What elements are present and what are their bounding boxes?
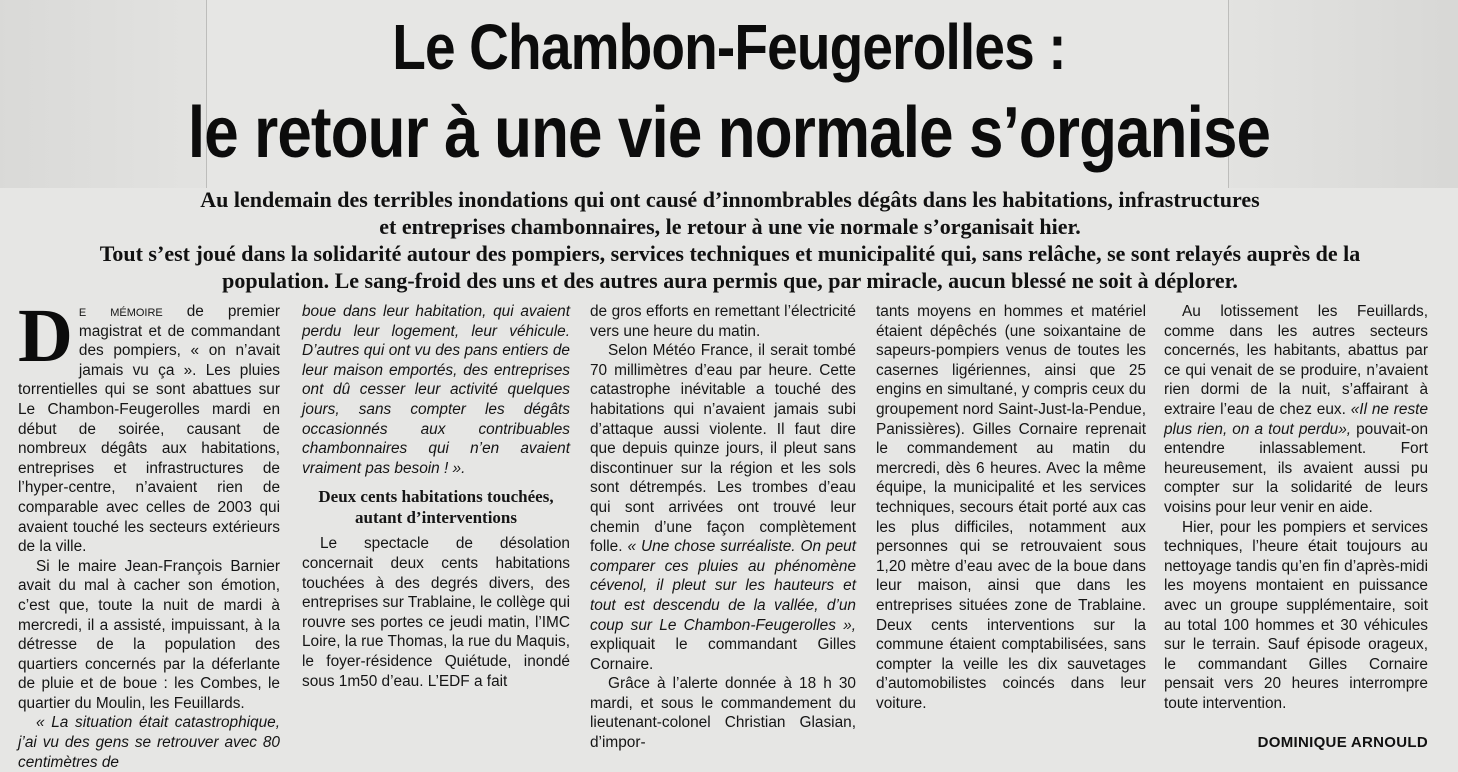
standfirst-part-2: Tout s’est joué dans la solidarité autour des pompiers, services techniques et municipalité qui, sans relâche, se sont relayés auprès de la population. Le sang-froid des uns et des autres aura permis que, par miracle, aucun blessé ne soit à déplorer. (99, 241, 1361, 293)
paragraph: « La situation était catastrophique, j’ai vu des gens se retrouver avec 80 centimètres de (18, 714, 280, 771)
paragraph: Le spectacle de désolation concernait deux cents habitations touchées à des degrés divers, des entreprises sur Trablaine, le collège qui rouvre ses portes ce jeudi matin, l’IMC Loire, la rue Thomas, la rue du Maquis, le foyer-résidence Quiétude, inondé sous 1m50 d’eau. L’EDF a fait (302, 535, 570, 690)
article-column-1 (18, 294, 281, 772)
paragraph (18, 294, 281, 557)
paragraph: Hier, pour les pompiers et services techniques, l’heure était toujours au nettoyage tandis qu’en fin d’après-midi les moyens montaient en puissance avec un groupe supplémentaire, soit au total 100 hommes et 30 véhicules sur le terrain. Sauf épisode orageux, le commandant Gilles Cornaire pensait vers 20 heures interrompre toute intervention. (1164, 518, 1428, 712)
headline-line-2: le retour à une vie normale s’organise (187, 93, 1271, 173)
paragraph: Grâce à l’alerte donnée à 18 h 30 mardi, et sous le commandement du lieutenant-colonel Christian Glasian, d’impor- (590, 675, 856, 752)
paragraph-text: Au lotissement les Feuillards, comme dans les autres secteurs concernés, les habitants, abattus par ce qui venait de se produire, n’avaient rien dormi de la nuit, s’affairant à extraire l’eau de chez eux. (1164, 303, 1428, 418)
byline: DOMINIQUE ARNOULD (1257, 734, 1428, 751)
article-column-2 (302, 302, 570, 691)
subheading-line-1: Deux cents habitations touchées, (318, 487, 554, 507)
article-column-3 (590, 302, 856, 753)
paragraph: tants moyens en hommes et matériel étaient dépêchés (une soixantaine de sapeurs-pompiers venus de toutes les casernes ligériennes, ainsi que 25 engins en simultané, y compris ceux du groupement nord Saint-Just-la-Pendue, Panissières). Gilles Cornaire reprenait le commandement au matin du mercredi, dès 6 heures. Avec la même équipe, la municipalité et les services techniques, secours était porté aux cas les plus difficiles, notamment aux personnes qui se retrouvaient sous 1,20 mètre d’eau avec de la boue dans leur maison, ainsi que dans les entreprises situées zone de Trablaine. Deux cents interventions sur la commune étaient comptabilisées, sans compter la veille les dix sauvetages d’automobilistes coincés dans leur voiture. (876, 303, 1146, 712)
article-column-5 (1164, 302, 1428, 713)
subheading (302, 486, 570, 528)
paragraph-text: expliquait le commandant Gilles Cornaire. (590, 636, 856, 673)
paragraph (1164, 302, 1428, 518)
subheading-line-2: autant d’interventions (355, 508, 517, 528)
headline-line-1: Le Chambon-Feugerolles : (392, 11, 1066, 83)
paragraph-text: pouvait-on entendre inlassablement. Fort heureusement, ils avaient aussi pu compter sur la solidarité de leurs voisins pour leur venir en aide. (1164, 420, 1429, 516)
quote: «Il ne reste plus rien, on a tout perdu», (1164, 400, 1428, 438)
lead-in-smallcaps: e mémoire (78, 303, 163, 320)
dropcap: D (18, 294, 73, 378)
standfirst-part-1: Au lendemain des terribles inondations qui ont causé d’innombrables dégâts dans les habitations, infrastructures et entreprises chambonnaires, le retour à une vie normale s’organisait hier. (200, 187, 1260, 239)
quote: « Une chose surréaliste. On peut comparer ces pluies au phénomène cévenol, il pleut sur les hauteurs et tout est descendu de la vallée, d’un coup sur Le Chambon-Feugerolles », (590, 538, 856, 634)
paragraph: Si le maire Jean-François Barnier avait du mal à cacher son émotion, c’est que, toute la nuit de mardi à mercredi, il a assisté, impuissant, à la détresse de la population des quartiers concernés par la déferlante de pluie et de boue : les Combes, le quartier du Moulin, les Feuillards. (18, 557, 280, 712)
article-column-4 (876, 302, 1146, 713)
paragraph-text: Selon Météo France, il serait tombé 70 millimètres d’eau par heure. Cette catastrophe inévitable a touché des habitations qui n’avaient jamais subi d’attaque aussi violente. Il faut dire que depuis quinze jours, il pleut sans discontinuer sur la région et les sols sont détrempés. Les trombes d’eau qui sont arrivées ont trouvé leur chemin d’une façon complètement folle. (590, 342, 856, 556)
paragraph (590, 341, 856, 674)
paragraph-text: de premier magistrat et de commandant des pompiers, « on n’avait jamais vu ça ». Les pluies torrentielles qui se sont abattues sur Le Chambon-Feugerolles mardi en début de soirée, causant de nombreux dégâts aux habitations, entreprises et infrastructures de l’hyper-centre, n’avaient rien de comparable avec celles de 2003 qui avaient touché les secteurs extérieurs de la ville. (18, 303, 281, 556)
paragraph: de gros efforts en remettant l’électricité vers une heure du matin. (590, 303, 856, 340)
paragraph: boue dans leur habitation, qui avaient perdu leur logement, leur véhicule. D’autres qui ont vu des pans entiers de leur maison emportés, des entreprises ont dû cesser leur activité quelques jours, sans compter les dégâts occasionnés aux contribuables chambonnaires qui n’en avaient vraiment pas besoin ! ». (302, 303, 570, 477)
